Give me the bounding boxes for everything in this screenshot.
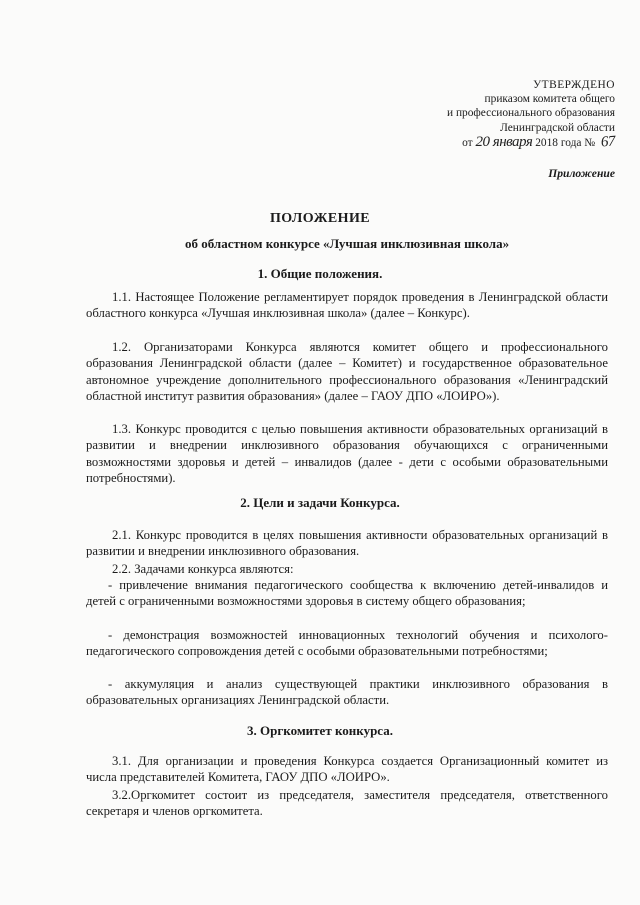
approval-line-3: Ленинградской области xyxy=(500,121,615,134)
date-prefix: от xyxy=(462,136,473,149)
section-1-title: 1. Общие положения. xyxy=(257,266,383,281)
date-year: 2018 года № xyxy=(535,136,596,149)
paragraph-1-2: 1.2. Организаторами Конкурса являются комитет общего и профессионального образования Ленинградской области (далее – Комитет) и государственное образовательное автономное учреждение дополнительного профессионального образования «Ленинградский областной институт развития образования» (далее – ГАОУ ДПО «ЛОИРО»). xyxy=(86,340,608,404)
approval-line-2: и профессионального образования xyxy=(447,107,615,120)
approval-line-1: приказом комитета общего xyxy=(484,93,615,106)
handwritten-number: 67 xyxy=(600,133,616,151)
paragraph-2-4: - демонстрация возможностей инновационных технологий обучения и психолого-педагогического сопровождения детей с особыми образовательными потребностями; xyxy=(86,628,608,659)
appendix-label: Приложение xyxy=(548,167,615,180)
approval-block xyxy=(447,78,615,150)
approval-date-line xyxy=(447,135,615,150)
paragraph-3-1: 3.1. Для организации и проведения Конкурса создается Организационный комитет из числа представителей Комитета, ГАОУ ДПО «ЛОИРО». xyxy=(86,754,608,785)
paragraph-1-1: 1.1. Настоящее Положение регламентирует порядок проведения в Ленинградской области областного конкурса «Лучшая инклюзивная школа» (далее – Конкурс). xyxy=(86,290,608,321)
handwritten-date: 20 января xyxy=(475,133,533,150)
document-title: ПОЛОЖЕНИЕ xyxy=(270,211,370,226)
paragraph-3-2: 3.2.Оргкомитет состоит из председателя, заместителя председателя, ответственного секретаря и членов оргкомитета. xyxy=(86,788,608,819)
approval-title: УТВЕРЖДЕНО xyxy=(533,79,615,91)
paragraph-2-5: - аккумуляция и анализ существующей практики инклюзивного образования в образовательных организациях Ленинградской области. xyxy=(86,677,608,708)
paragraph-2-2: 2.2. Задачами конкурса являются: xyxy=(112,562,294,576)
paragraph-2-1: 2.1. Конкурс проводится в целях повышения активности образовательных организаций в развитии и внедрении инклюзивного образования. xyxy=(86,528,608,559)
section-3-title: 3. Оргкомитет конкурса. xyxy=(247,723,393,738)
document-subtitle: об областном конкурсе «Лучшая инклюзивная школа» xyxy=(185,236,510,251)
paragraph-1-3: 1.3. Конкурс проводится с целью повышения активности образовательных организаций в развитии и внедрении инклюзивного образования обучающихся с ограниченными возможностями здоровья и детей – инвалидов (далее - дети с особыми образовательными потребностями). xyxy=(86,422,608,486)
section-2-title: 2. Цели и задачи Конкурса. xyxy=(240,495,400,510)
paragraph-2-3: - привлечение внимания педагогического сообщества к включению детей-инвалидов и детей с ограниченными возможностями здоровья в систему общего образования; xyxy=(86,578,608,609)
